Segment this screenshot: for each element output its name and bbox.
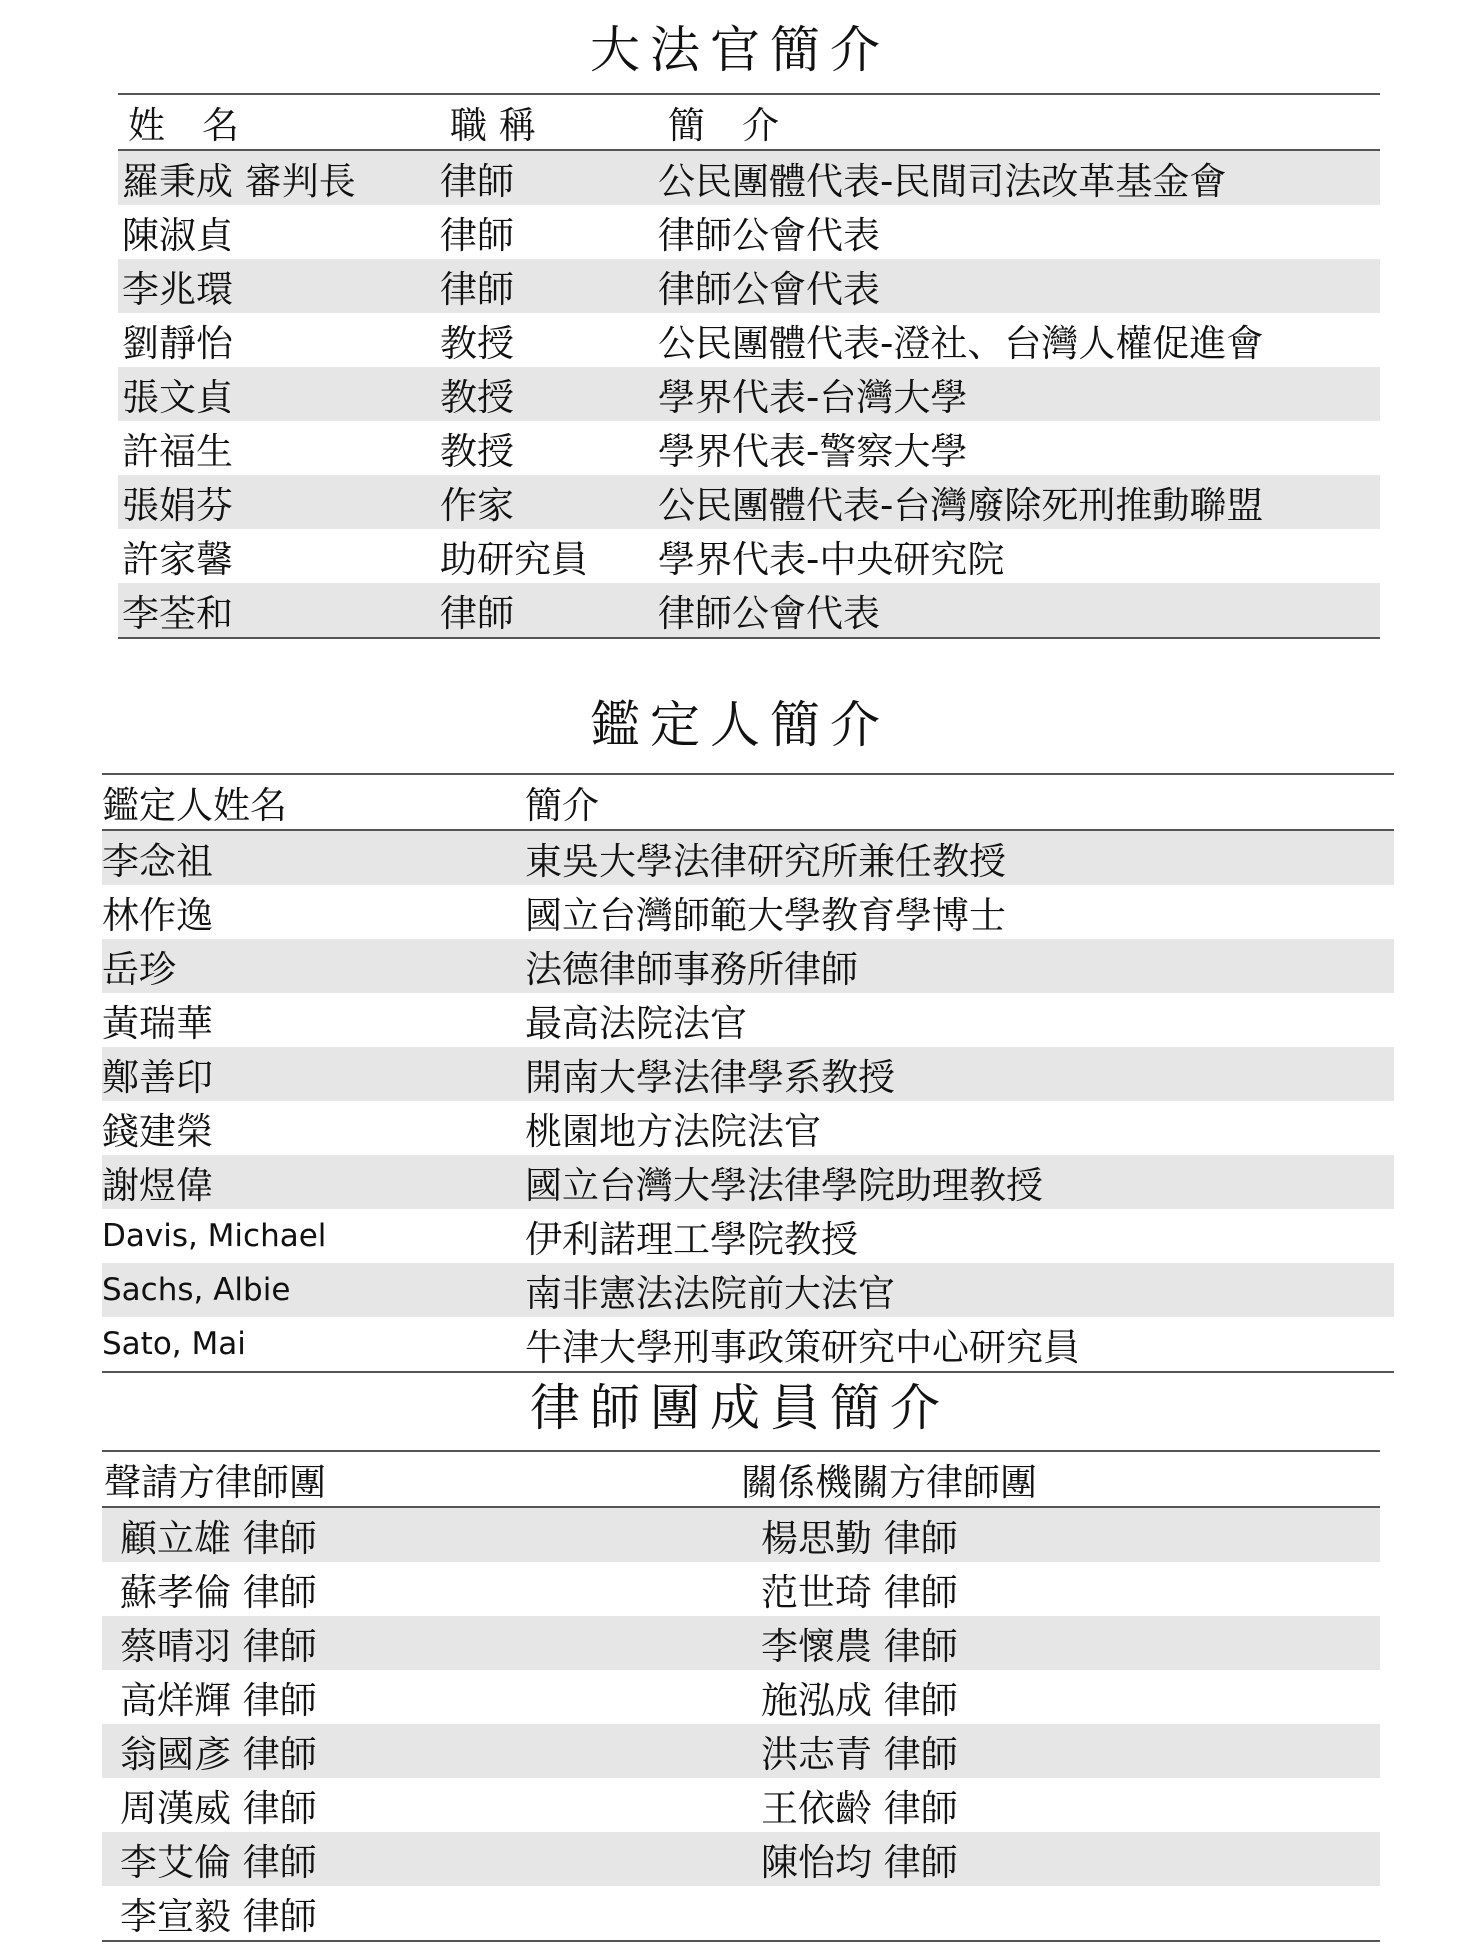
- justice-intro: 律師公會代表: [658, 214, 880, 257]
- petitioner-lawyer: 高烊輝 律師: [120, 1679, 317, 1722]
- authority-lawyer: [741, 1886, 1380, 1941]
- experts-section: [0, 680, 1480, 1369]
- petitioner-lawyer: 李宣毅 律師: [120, 1895, 317, 1938]
- petitioner-lawyer: 李艾倫 律師: [120, 1841, 317, 1884]
- authority-lawyer: 王依齡 律師: [761, 1787, 958, 1830]
- expert-name: 鄭善印: [102, 1056, 213, 1099]
- expert-name: 黃瑞華: [102, 1002, 213, 1045]
- expert-name: 李念祖: [102, 840, 213, 883]
- expert-intro: 開南大學法律學系教授: [525, 1056, 895, 1099]
- table-row: [102, 1562, 1380, 1616]
- justice-title: 律師: [440, 592, 514, 635]
- justice-title: 助研究員: [440, 538, 588, 581]
- expert-intro: 法德律師事務所律師: [525, 948, 858, 991]
- justice-intro: 公民團體代表-民間司法改革基金會: [658, 160, 1227, 203]
- table-row: [102, 939, 1394, 993]
- petitioner-lawyer: 周漢威 律師: [120, 1787, 317, 1830]
- expert-intro: 南非憲法法院前大法官: [525, 1272, 895, 1315]
- expert-name: 錢建榮: [102, 1110, 213, 1153]
- table-row: [118, 583, 1380, 638]
- lawyers-title: 律師團成員簡介: [530, 1379, 950, 1437]
- justices-table: [118, 93, 1380, 639]
- table-row: [102, 1263, 1394, 1317]
- authority-lawyer: 陳怡均 律師: [761, 1841, 958, 1884]
- table-row: [102, 1670, 1380, 1724]
- justice-title: 律師: [440, 160, 514, 203]
- expert-intro: 國立台灣大學法律學院助理教授: [525, 1164, 1043, 1207]
- header-title: 職 稱: [450, 104, 536, 147]
- expert-name: 林作逸: [102, 894, 213, 937]
- table-row: [102, 1724, 1380, 1778]
- justice-title: 教授: [440, 376, 514, 419]
- expert-name: Davis, Michael: [102, 1218, 327, 1254]
- justice-name: 許家馨: [122, 538, 233, 581]
- table-row: [102, 1832, 1380, 1886]
- lawyers-section: [0, 1360, 1480, 1955]
- table-row: [102, 1101, 1394, 1155]
- justice-title: 作家: [440, 484, 514, 527]
- table-row: [118, 421, 1380, 475]
- table-row: [118, 313, 1380, 367]
- justices-section: [0, 0, 1480, 635]
- expert-intro: 最高法院法官: [525, 1002, 747, 1045]
- table-row: [102, 1047, 1394, 1101]
- expert-name: 岳珍: [102, 948, 176, 991]
- header-intro: 簡 介: [668, 104, 779, 147]
- justice-title: 教授: [440, 322, 514, 365]
- table-row: [102, 1886, 1380, 1941]
- justices-rows: [118, 150, 1380, 638]
- table-row: [102, 830, 1394, 885]
- justice-name: 陳淑貞: [122, 214, 233, 257]
- table-row: [102, 885, 1394, 939]
- lawyers-rows: [102, 1507, 1380, 1941]
- justice-title: 律師: [440, 214, 514, 257]
- justice-intro: 公民團體代表-台灣廢除死刑推動聯盟: [658, 484, 1264, 527]
- petitioner-lawyer: 蘇孝倫 律師: [120, 1571, 317, 1614]
- justice-name: 羅秉成 審判長: [122, 160, 356, 203]
- table-row: [118, 259, 1380, 313]
- header-name: 姓 名: [128, 104, 239, 147]
- expert-intro: 國立台灣師範大學教育學博士: [525, 894, 1006, 937]
- table-row: [102, 993, 1394, 1047]
- header-authority: 關係機關方律師團: [741, 1461, 1037, 1504]
- justice-title: 教授: [440, 430, 514, 473]
- table-row: [118, 205, 1380, 259]
- justice-name: 許福生: [122, 430, 233, 473]
- header-expert-name: 鑑定人姓名: [102, 784, 287, 827]
- experts-rows: [102, 830, 1394, 1372]
- justice-intro: 公民團體代表-澄社、台灣人權促進會: [658, 322, 1264, 365]
- justice-intro: 律師公會代表: [658, 268, 880, 311]
- table-row: [118, 367, 1380, 421]
- expert-name: 謝煜偉: [102, 1164, 213, 1207]
- table-row: [102, 1616, 1380, 1670]
- expert-name: Sato, Mai: [102, 1326, 246, 1362]
- table-row: [118, 475, 1380, 529]
- justice-name: 李荃和: [122, 592, 233, 635]
- petitioner-lawyer: 翁國彥 律師: [120, 1733, 317, 1776]
- header-petitioner: 聲請方律師團: [104, 1461, 326, 1504]
- table-row: [102, 1507, 1380, 1562]
- justice-intro: 律師公會代表: [658, 592, 880, 635]
- authority-lawyer: 楊思勤 律師: [761, 1517, 958, 1560]
- header-expert-intro: 簡介: [525, 784, 599, 827]
- justice-intro: 學界代表-警察大學: [658, 430, 968, 473]
- authority-lawyer: 施泓成 律師: [761, 1679, 958, 1722]
- justice-intro: 學界代表-中央研究院: [658, 538, 1005, 581]
- authority-lawyer: 范世琦 律師: [761, 1571, 958, 1614]
- experts-table: [102, 773, 1394, 1373]
- table-row: [102, 1209, 1394, 1263]
- justice-name: 張娟芬: [122, 484, 233, 527]
- petitioner-lawyer: 顧立雄 律師: [120, 1517, 317, 1560]
- justice-title: 律師: [440, 268, 514, 311]
- table-row: [102, 1155, 1394, 1209]
- table-row: [102, 1778, 1380, 1832]
- experts-title: 鑑定人簡介: [590, 696, 890, 754]
- justice-name: 劉靜怡: [122, 322, 233, 365]
- justices-title: 大法官簡介: [590, 21, 890, 79]
- expert-name: Sachs, Albie: [102, 1272, 291, 1308]
- justice-name: 李兆環: [122, 268, 233, 311]
- authority-lawyer: 洪志青 律師: [761, 1733, 958, 1776]
- expert-intro: 桃園地方法院法官: [525, 1110, 821, 1153]
- lawyers-table: [102, 1450, 1380, 1942]
- justice-intro: 學界代表-台灣大學: [658, 376, 968, 419]
- expert-intro: 東吳大學法律研究所兼任教授: [525, 840, 1006, 883]
- petitioner-lawyer: 蔡晴羽 律師: [120, 1625, 317, 1668]
- table-row: [118, 529, 1380, 583]
- authority-lawyer: 李懷農 律師: [761, 1625, 958, 1668]
- expert-intro: 牛津大學刑事政策研究中心研究員: [525, 1326, 1080, 1369]
- table-row: [118, 150, 1380, 205]
- expert-intro: 伊利諾理工學院教授: [525, 1218, 858, 1261]
- justice-name: 張文貞: [122, 376, 233, 419]
